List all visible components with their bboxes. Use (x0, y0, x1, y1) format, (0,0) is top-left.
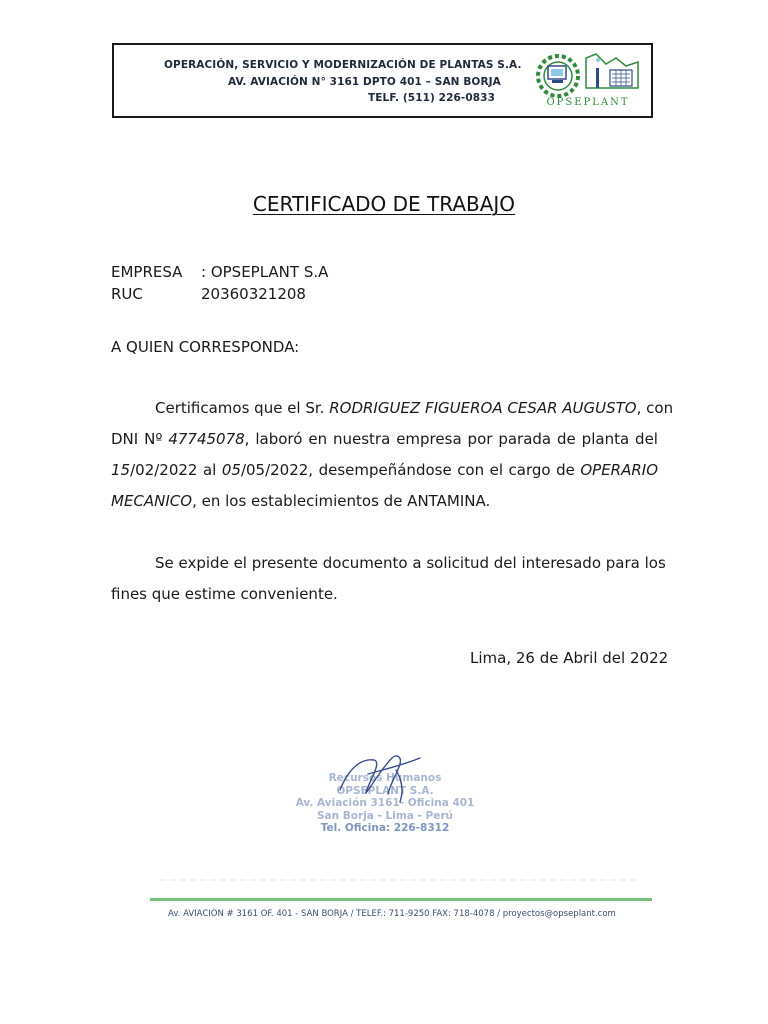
empresa-label: EMPRESA (111, 263, 183, 281)
logo-wordmark: OPSEPLANT (546, 97, 630, 108)
stamp-phone: Tel. Oficina: 226-8312 (320, 822, 450, 834)
employee-dni: 47745078 (168, 430, 245, 448)
empresa-value: : OPSEPLANT S.A (201, 263, 329, 281)
signature (330, 750, 430, 810)
certification-paragraph: Certificamos que el Sr. RODRIGUEZ FIGUEROA CESAR AUGUSTO, con DNI Nº 47745078, laboró en nuestra empresa por parada de planta del 15/02/2022 al 05/05/2022, desempeñándose con el cargo de OPERARIO MECANICO, en los establecimientos de ANTAMINA. (111, 399, 674, 510)
document-title: CERTIFICADO DE TRABAJO (252, 192, 516, 216)
greeting: A QUIEN CORRESPONDA: (111, 338, 300, 356)
stamp-company: OPSEPLANT S.A. (336, 785, 434, 797)
company-address: AV. AVIACIÓN N° 3161 DPTO 401 – SAN BORJA (228, 76, 501, 88)
stamp-department: Recursos Humanos (328, 772, 442, 784)
faded-footer-marks (150, 868, 650, 892)
stamp-city: San Borja - Lima - Perú (317, 810, 453, 822)
company-name: OPERACIÓN, SERVICIO Y MODERNIZACIÓN DE PLANTAS S.A. (164, 59, 522, 71)
ruc-value: 20360321208 (201, 285, 306, 303)
company-phone: TELF. (511) 226-0833 (368, 92, 495, 104)
stamp-address: Av. Aviación 3161- Oficina 401 (295, 797, 475, 809)
letterhead-box (112, 43, 653, 118)
ruc-label: RUC (111, 285, 143, 303)
closing-paragraph: Se expide el presente documento a solicitud del interesado para los fines que estime conveniente. (111, 554, 666, 603)
employee-name: RODRIGUEZ FIGUEROA CESAR AUGUSTO (329, 399, 637, 417)
footer-rule (150, 898, 652, 901)
place-date: Lima, 26 de Abril del 2022 (470, 649, 669, 667)
job-title: OPERARIO (580, 461, 659, 479)
footer-contact: Av. AVIACION # 3161 OF. 401 - SAN BORJA / TELEF.: 711-9250 FAX: 718-4078 / proyectos@opseplant.com (168, 909, 616, 919)
